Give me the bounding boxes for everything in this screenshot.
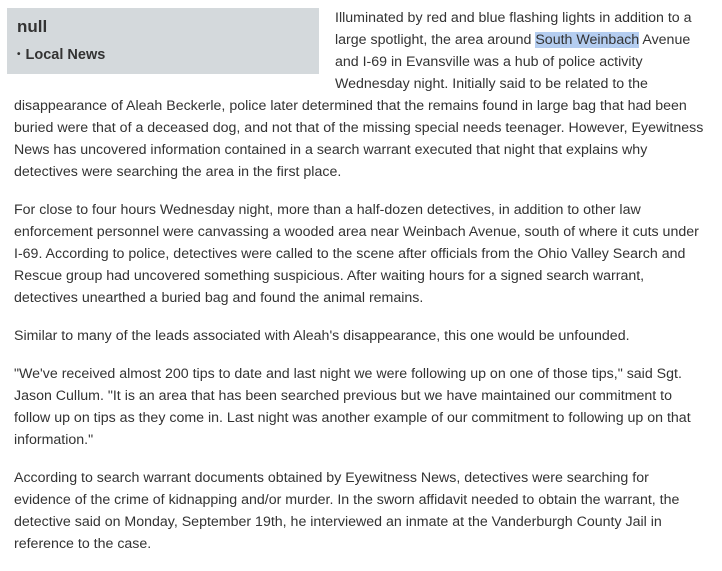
paragraph-1-end: Avenue and I-69 in Evansville was a hub of police activity Wednesday night. Initially said to be related to the disappearance of Aleah Beckerle, police later determined that the remains found in large bag that had been buried were that of a deceased dog, and not that of the missing special needs teenager. However, Eyewitness News has uncovered information contained in a search warrant executed that night that explains why detectives were searching the area in the first place. bbox=[14, 32, 704, 180]
paragraph-3: Similar to many of the leads associated with Aleah's disappearance, this one would be unfounded. bbox=[14, 328, 630, 344]
paragraph-4: "We've received almost 200 tips to date and last night we were following up on one of those tips," said Sgt. Jason Cullum. "It is an area that has been searched previous but we have maintained our commitment to follow up on tips as they come in. Last night was another example of our commitment to following up on that information." bbox=[14, 366, 691, 448]
paragraph-5: According to search warrant documents obtained by Eyewitness News, detectives were searching for evidence of the crime of kidnapping and/or murder. In the sworn affidavit needed to obtain the warrant, the detective said on Monday, September 19th, he interviewed an inmate at the Vanderburgh County Jail in reference to the case. bbox=[14, 470, 680, 552]
local-news-label: Local News bbox=[25, 47, 106, 63]
paragraph-2: For close to four hours Wednesday night, more than a half-dozen detectives, in addition to other law enforcement personnel were canvassing a wooded area near Weinbach Avenue, south of where it cuts under I-69. According to police, detectives were called to the scene after officials from the Ohio Valley Search and Rescue group had uncovered something suspicious. After waiting hours for a signed search warrant, detectives unearthed a buried bag and found the animal remains. bbox=[14, 202, 699, 306]
sidebar-title: null bbox=[17, 17, 48, 36]
article-body bbox=[14, 7, 708, 571]
bullet-icon: • bbox=[17, 49, 21, 60]
selected-text-highlight[interactable]: South Weinbach bbox=[535, 32, 640, 48]
paragraph-1-start: Illuminated by red and blue flashing lights in addition to a large spotlight, the area around bbox=[335, 10, 692, 48]
local-news-link[interactable] bbox=[17, 46, 319, 66]
sidebar-box bbox=[7, 8, 319, 74]
